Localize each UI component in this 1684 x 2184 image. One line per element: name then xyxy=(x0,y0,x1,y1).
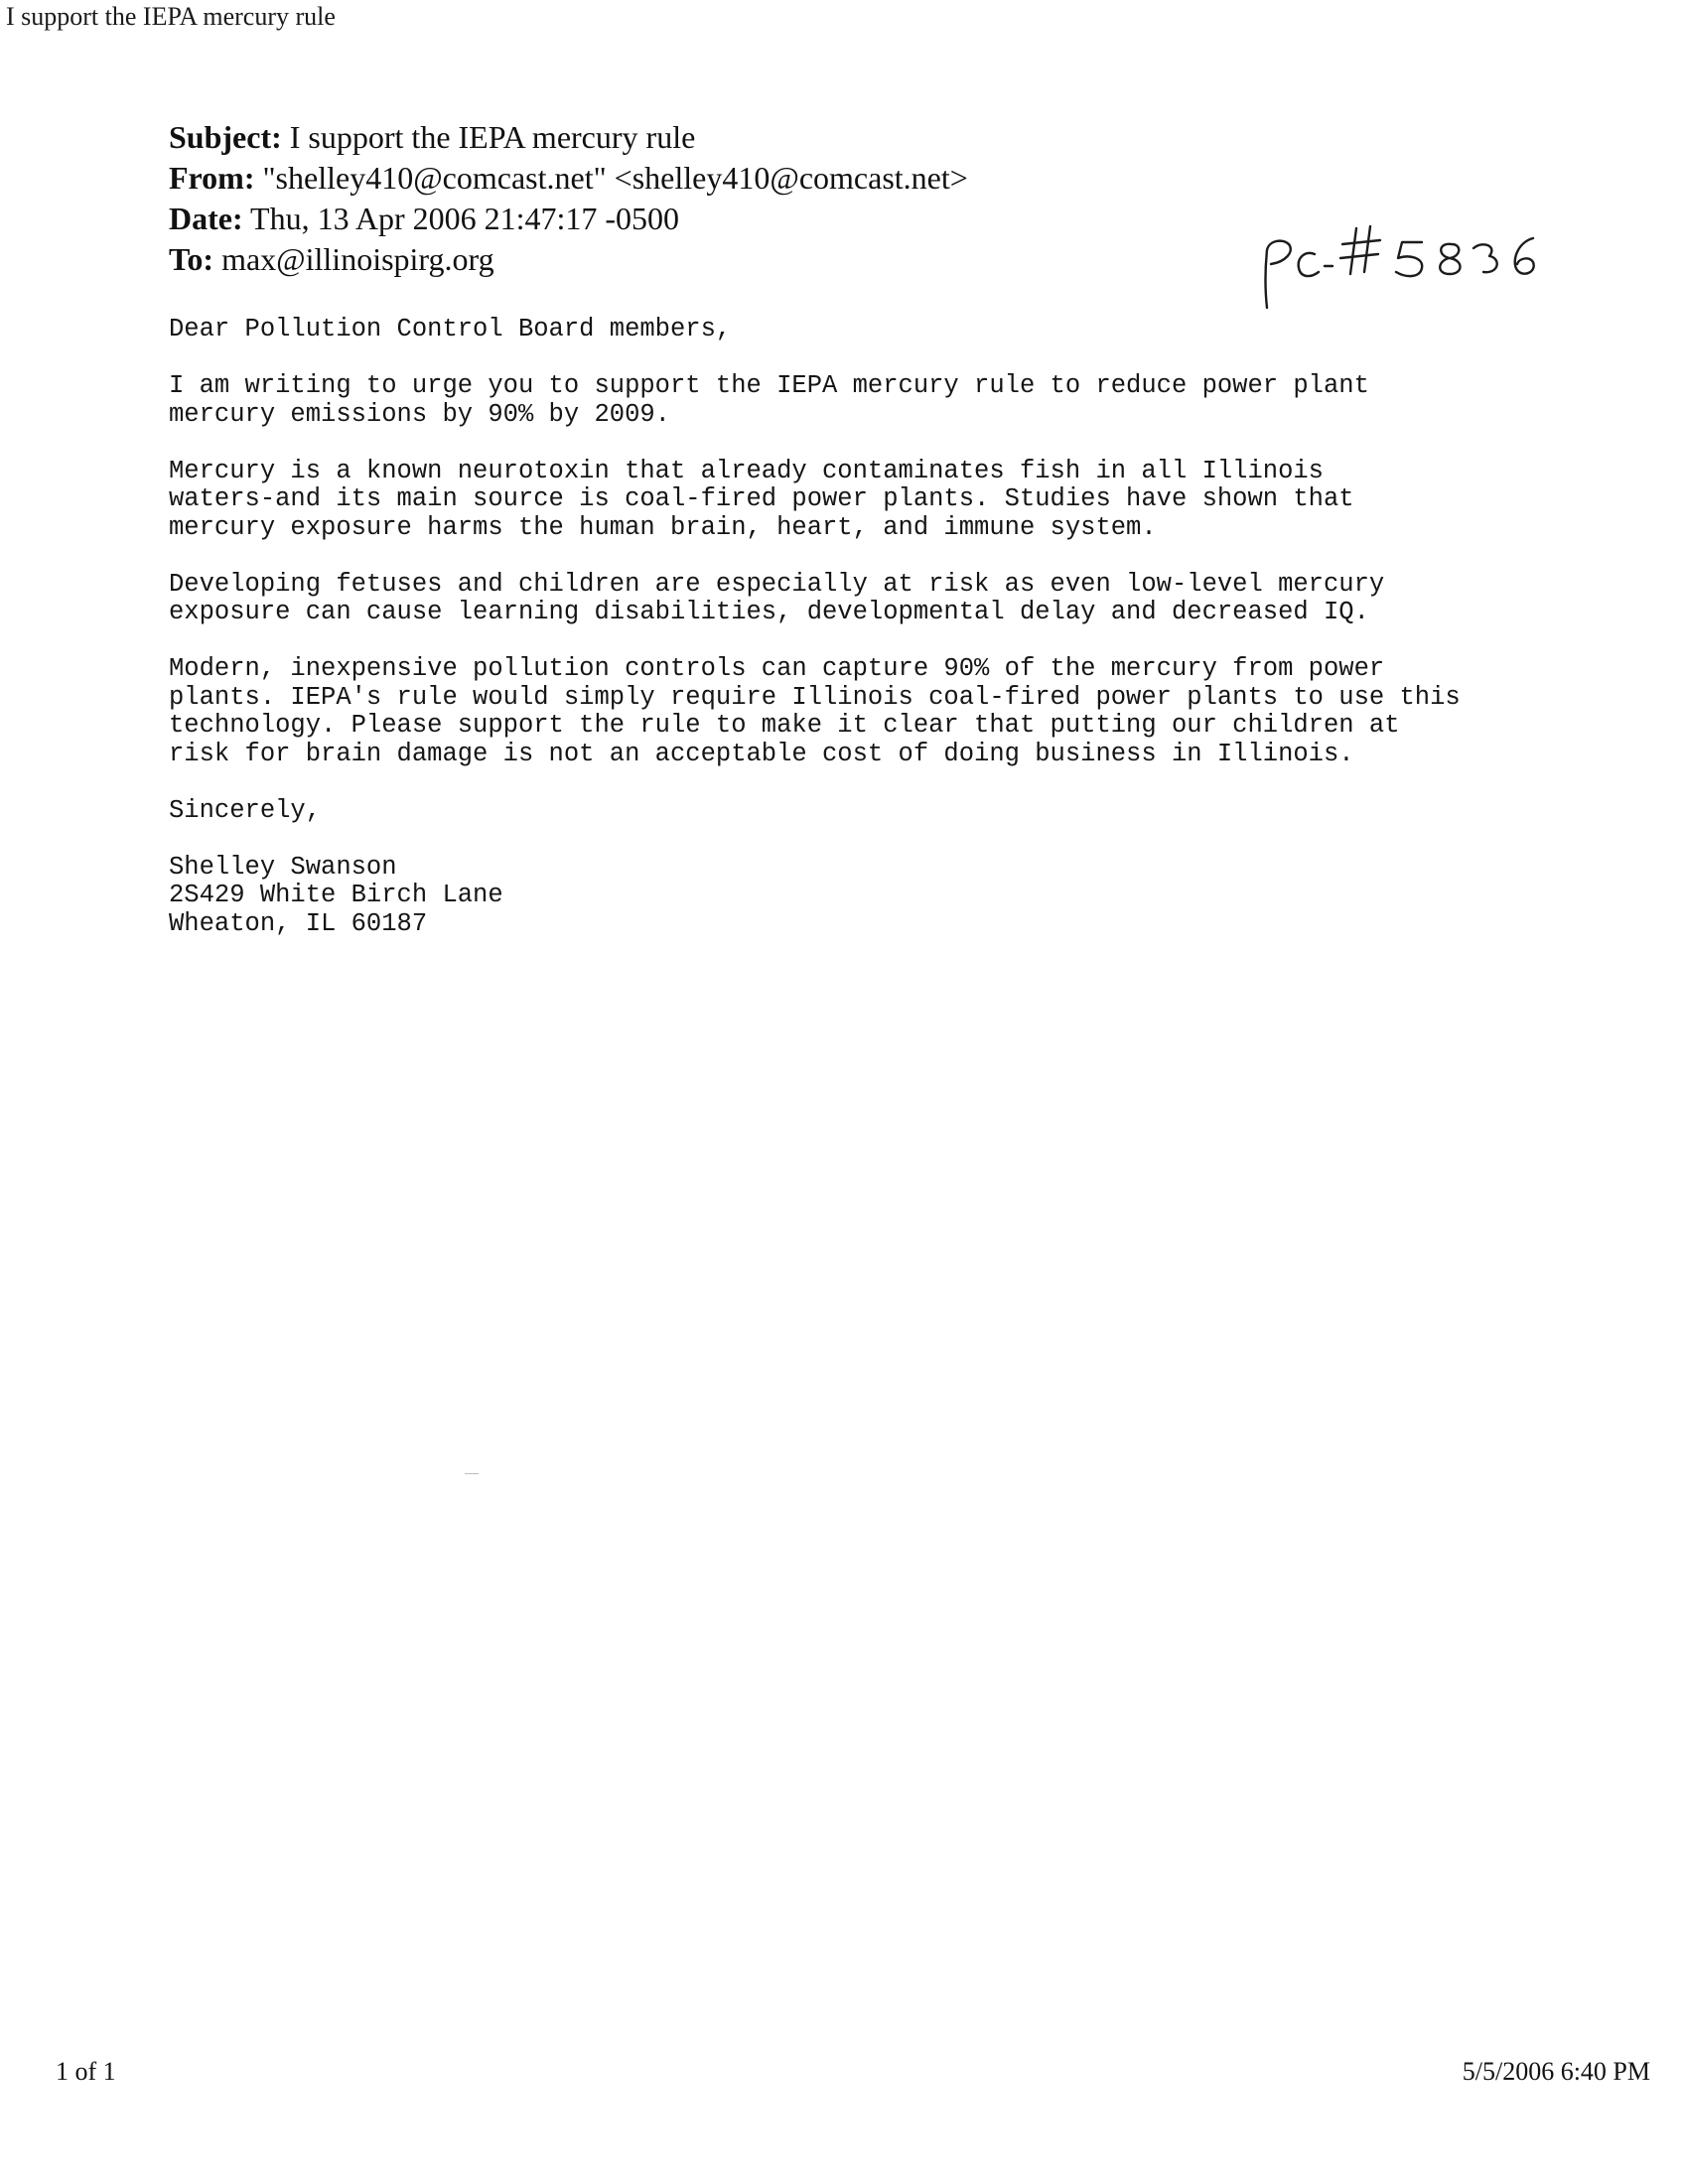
handwritten-pc-number xyxy=(1253,220,1581,320)
printed-timestamp: 5/5/2006 6:40 PM xyxy=(1462,2057,1650,2086)
from-row xyxy=(169,158,968,199)
date-label: Date: xyxy=(169,201,243,236)
subject-value: I support the IEPA mercury rule xyxy=(281,119,696,155)
date-row xyxy=(169,199,968,239)
page-count: 1 of 1 xyxy=(56,2057,116,2086)
subject-label: Subject: xyxy=(169,119,282,155)
email-headers xyxy=(169,117,968,280)
closing: Sincerely, xyxy=(169,795,322,825)
to-value: max@illinoispirg.org xyxy=(213,241,494,277)
from-label: From: xyxy=(169,160,255,196)
email-body xyxy=(169,316,1638,938)
body-paragraph-1: I am writing to urge you to support the IEPA mercury rule to reduce power plant mercury emissions by 90% by 2009. xyxy=(169,371,1369,429)
body-paragraph-2: Mercury is a known neurotoxin that already contaminates fish in all Illinois waters-and its main source is coal-fired power plants. Studies have shown that mercury exposure harms the human brain, heart, and immune system. xyxy=(169,456,1354,542)
date-value: Thu, 13 Apr 2006 21:47:17 -0500 xyxy=(242,201,680,236)
body-paragraph-3: Developing fetuses and children are especially at risk as even low-level mercury exposure can cause learning disabilities, developmental delay and decreased IQ. xyxy=(169,569,1385,626)
body-paragraph-4: Modern, inexpensive pollution controls can capture 90% of the mercury from power plants. IEPA's rule would simply require Illinois coal-fired power plants to use this technology. Please support the rule to make it clear that putting our children at risk for brain damage is not an acceptable cost of doing business in Illinois. xyxy=(169,654,1461,768)
scan-speck xyxy=(465,1473,479,1474)
signature-block: Shelley Swanson 2S429 White Birch Lane Wheaton, IL 60187 xyxy=(169,852,503,938)
to-row xyxy=(169,239,968,280)
from-value: "shelley410@comcast.net" <shelley410@comcast.net> xyxy=(254,160,968,196)
greeting: Dear Pollution Control Board members, xyxy=(169,315,732,343)
page-header-title: I support the IEPA mercury rule xyxy=(6,2,336,31)
subject-row xyxy=(169,117,968,158)
to-label: To: xyxy=(169,241,214,277)
